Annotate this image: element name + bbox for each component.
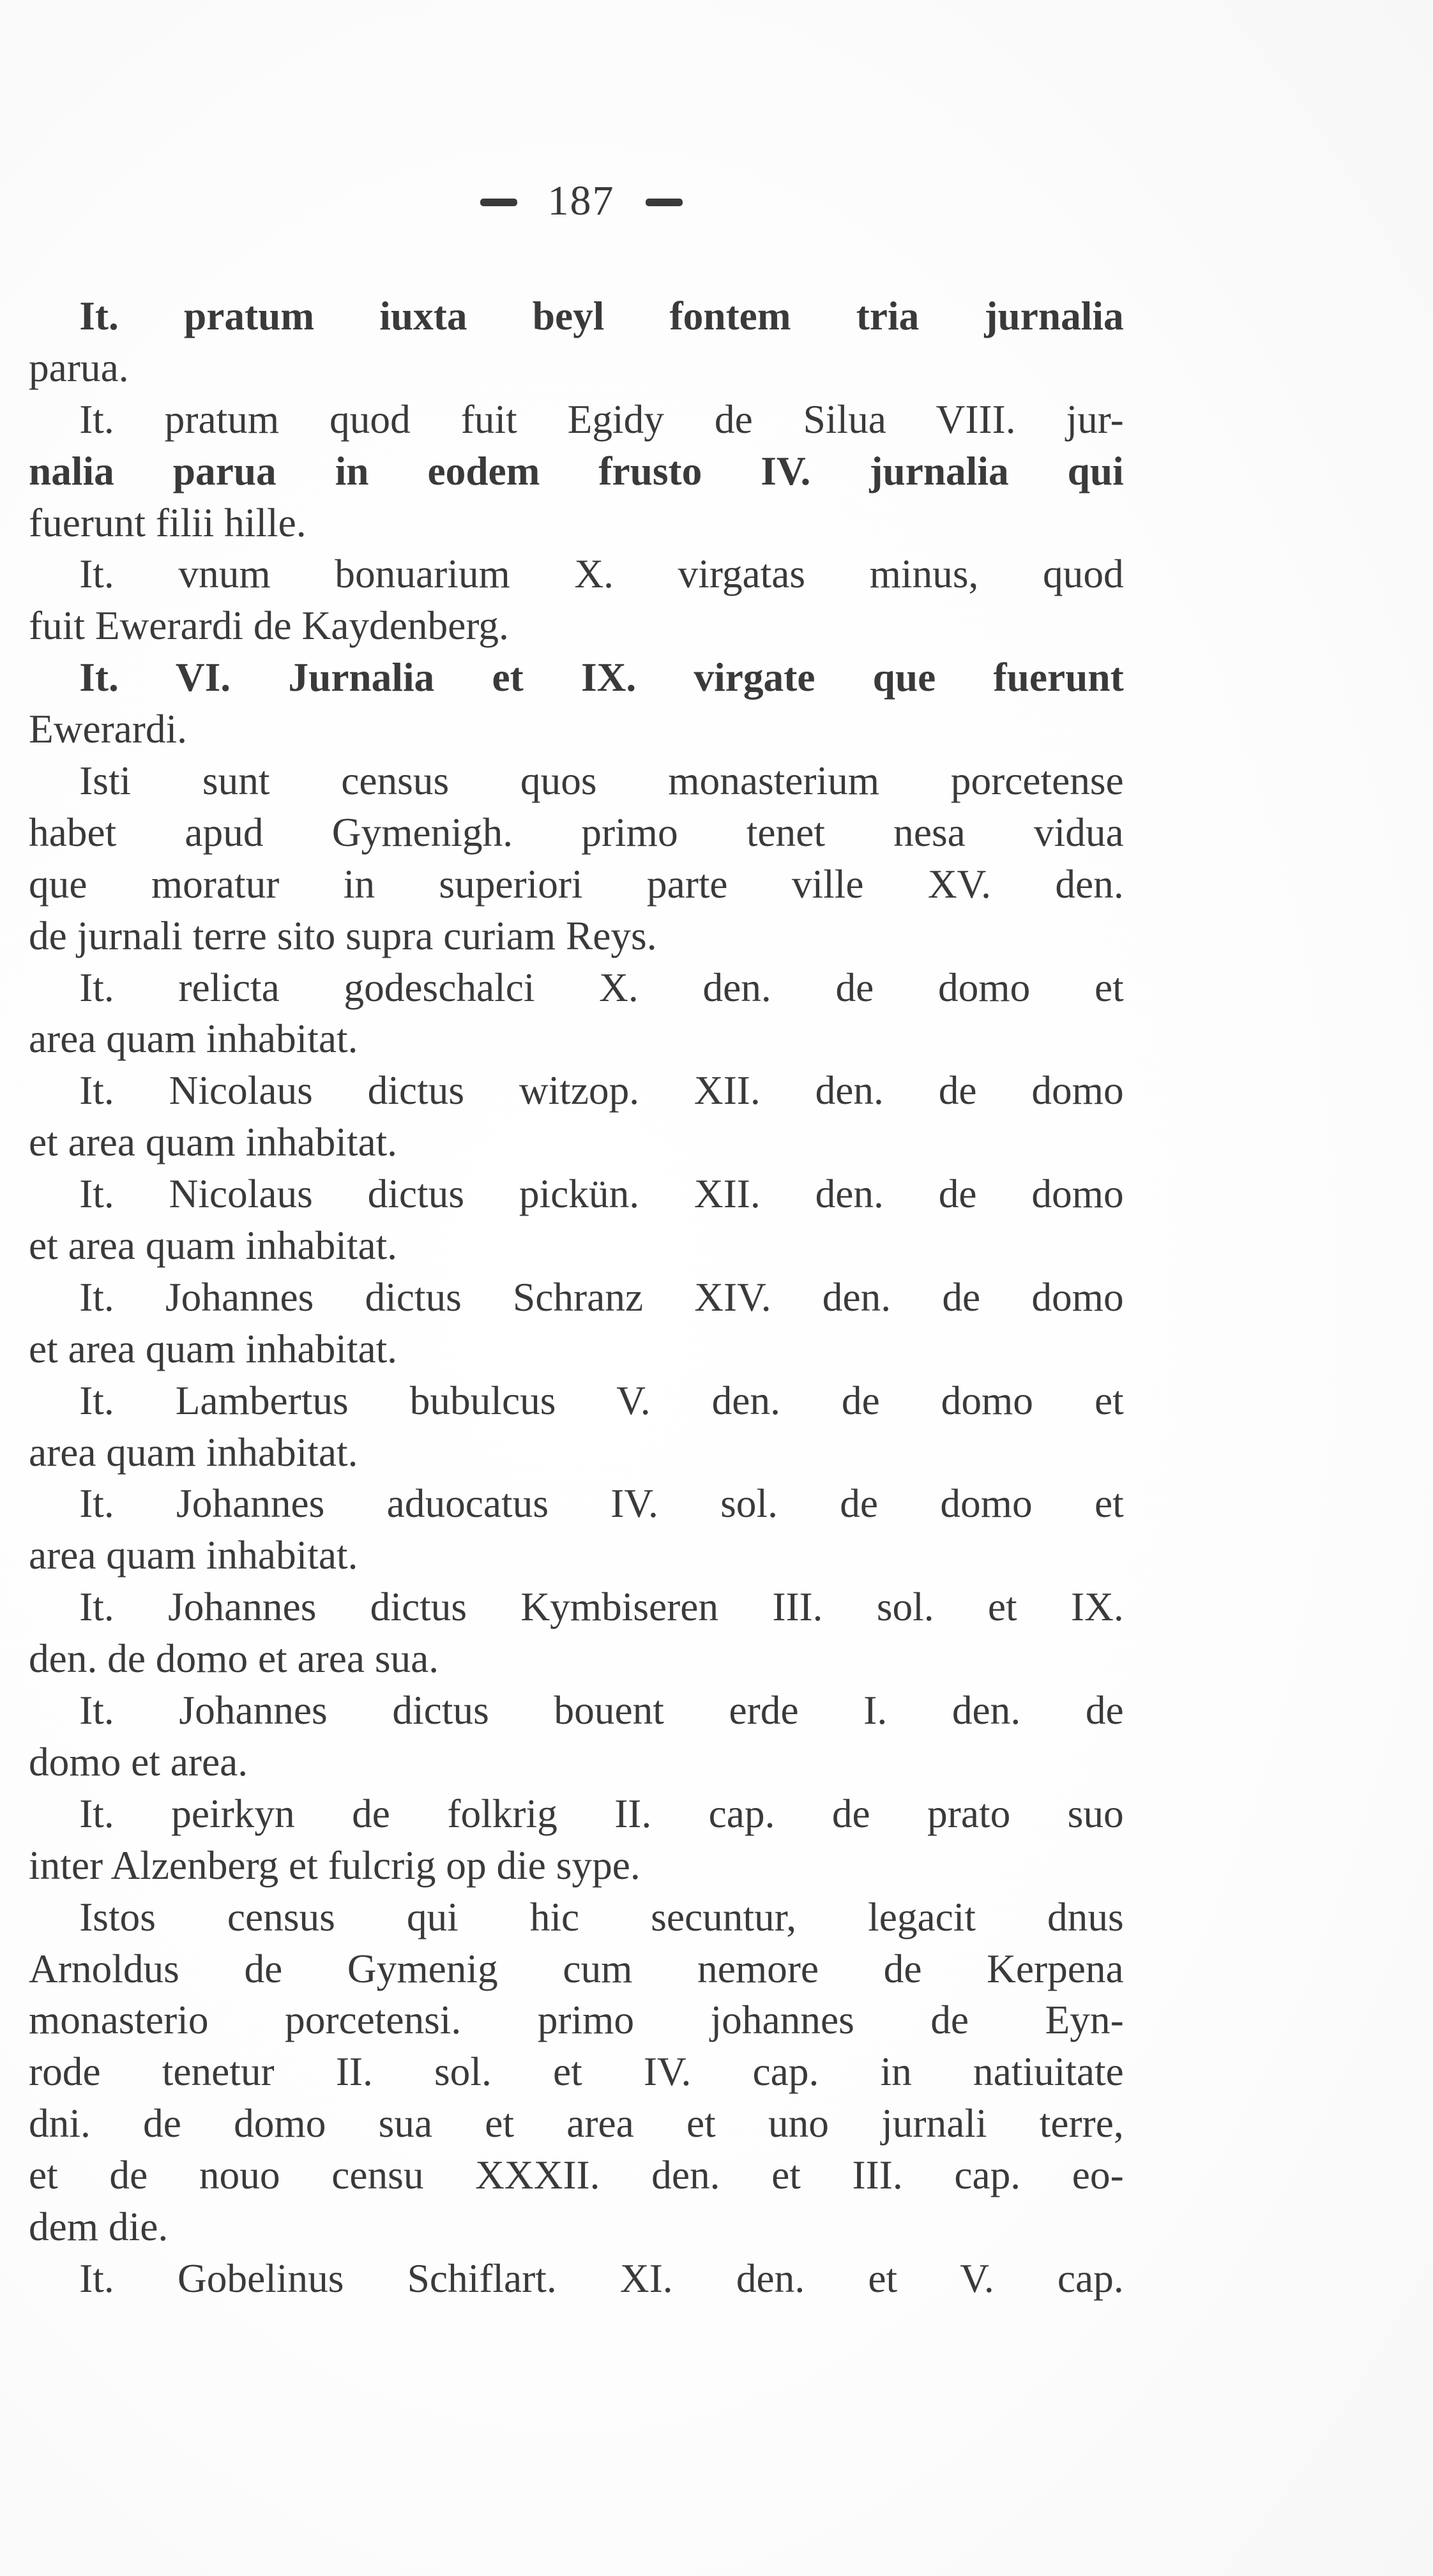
text-line: que moratur in superiori parte ville XV. den. [29, 861, 1124, 907]
text-line: monasterio porcetensi. primo johannes de Eyn- [29, 1997, 1124, 2043]
text-line: et area quam inhabitat. [29, 1325, 398, 1371]
text-line: It. Johannes dictus bouent erde I. den. de [79, 1687, 1124, 1733]
text-line: It. vnum bonuarium X. virgatas minus, quod [79, 551, 1124, 597]
text-line: It. Nicolaus dictus pickün. XII. den. de domo [79, 1171, 1124, 1217]
dash-left [480, 199, 517, 206]
text-line: et area quam inhabitat. [29, 1223, 398, 1269]
text-line: parua. [29, 344, 129, 390]
text-line: It. Nicolaus dictus witzop. XII. den. de domo [79, 1067, 1124, 1113]
text-line: Ewerardi. [29, 706, 188, 752]
text-line: It. Johannes dictus Kymbiseren III. sol. et IX. [79, 1584, 1124, 1630]
text-line: nalia parua in eodem frusto IV. jurnalia qui [29, 448, 1124, 493]
text-line: Arnoldus de Gymenig cum nemore de Kerpena [29, 1945, 1124, 1991]
text-line: fuit Ewerardi de Kaydenberg. [29, 603, 509, 649]
body-text [29, 290, 1135, 2305]
text-line: inter Alzenberg et fulcrig op die sype. [29, 1842, 641, 1888]
text-line: habet apud Gymenigh. primo tenet nesa vidua [29, 809, 1124, 855]
text-line: It. peirkyn de folkrig II. cap. de prato suo [79, 1790, 1124, 1836]
text-line: Isti sunt census quos monasterium porcetense [79, 758, 1124, 804]
text-line: domo et area. [29, 1738, 248, 1784]
text-line: den. de domo et area sua. [29, 1636, 439, 1682]
text-line: et de nouo censu XXXII. den. et III. cap. eo- [29, 2152, 1124, 2198]
text-line: area quam inhabitat. [29, 1429, 358, 1475]
text-line: It. pratum iuxta beyl fontem tria jurnalia [79, 293, 1124, 338]
page-number: 187 [547, 177, 615, 224]
dash-right [646, 199, 683, 206]
text-line: et area quam inhabitat. [29, 1119, 398, 1165]
text-line: rode tenetur II. sol. et IV. cap. in natiuitate [29, 2049, 1124, 2095]
text-line: dem die. [29, 2203, 169, 2249]
text-line: It. relicta godeschalci X. den. de domo et [79, 964, 1124, 1010]
text-line: area quam inhabitat. [29, 1016, 358, 1062]
text-line: It. VI. Jurnalia et IX. virgate que fuerunt [79, 654, 1124, 700]
text-line: Istos census qui hic secuntur, legacit dnus [79, 1894, 1124, 1940]
text-line: fuerunt filii hille. [29, 499, 307, 545]
text-line: It. Gobelinus Schiflart. XI. den. et V. cap. [79, 2255, 1124, 2301]
text-line: de jurnali terre sito supra curiam Reys. [29, 912, 657, 958]
text-line: It. Johannes dictus Schranz XIV. den. de domo [79, 1274, 1124, 1320]
text-line: It. pratum quod fuit Egidy de Silua VIII. jur- [79, 396, 1124, 442]
text-line: dni. de domo sua et area et uno jurnali terre, [29, 2100, 1124, 2146]
page-number-header [0, 176, 1162, 227]
text-line: area quam inhabitat. [29, 1532, 358, 1578]
text-line: It. Johannes aduocatus IV. sol. de domo et [79, 1480, 1124, 1526]
text-line: It. Lambertus bubulcus V. den. de domo et [79, 1377, 1124, 1423]
